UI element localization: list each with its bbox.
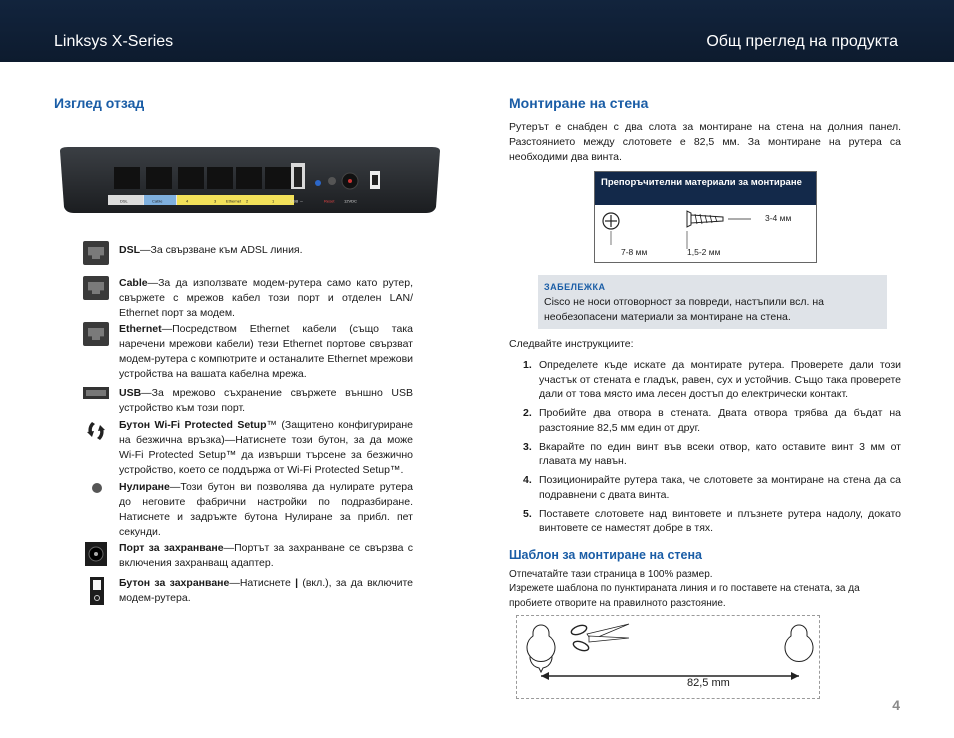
note-box: [538, 275, 887, 329]
dsl-description: —За свързване към ADSL линия.: [140, 244, 303, 256]
power-port-description: —Портът за захранване се свързва с включения захранващ адаптер.: [119, 542, 414, 569]
header-left-title: Linksys X-Series: [54, 33, 174, 50]
power-port-term: Порт за захранване: [119, 542, 224, 554]
template-print-instruction: Отпечатайте тази страница в 100% размер.: [509, 569, 713, 580]
router-label-usb: USB ⇔: [290, 198, 304, 204]
template-heading: Шаблон за монтиране на стена: [509, 548, 702, 562]
ethernet-port-icon: [83, 322, 109, 346]
router-rear-image: [56, 145, 444, 217]
ethernet-description: —Посредством Ethernet кабели (също така наречени мрежови кабели) тези Ethernet портове свързват модем-рутера с компютрите и останалите Ethernet мрежови устройства на вашата кабелна мрежа.: [119, 323, 414, 380]
steps-list: [509, 358, 901, 540]
router-label-port4: 4: [186, 198, 189, 204]
list-item: 2. Пробийте два отвора в стената. Двата отвора трябва да бъдат на разстояние 82,5 мм един от друг.: [523, 407, 901, 434]
dsl-term: DSL: [119, 244, 140, 256]
template-diagram: [517, 616, 819, 698]
wps-icon: [83, 418, 109, 444]
power-on-symbol: |: [295, 577, 299, 589]
power-button-term: Бутон за захранване: [119, 577, 230, 589]
usb-term: USB: [119, 387, 142, 399]
router-label-dsl: DSL: [120, 198, 128, 204]
wall-mount-intro: Рутерът е снабден с два слота за монтиране на стена на долния панел. Разстоянието между слотовете е 82,5 мм. За монтиране на рутера са необходими два винта.: [509, 121, 901, 163]
screw-diagram: [595, 205, 816, 262]
screw-head-dimension: 7-8 мм: [621, 247, 648, 257]
ethernet-port-icon: [83, 276, 109, 300]
reset-button-icon: [83, 480, 109, 496]
list-item: 4. Позиционирайте рутера така, че слотовете за монтиране на стена да са подравнени с двата винта.: [523, 474, 901, 501]
wps-term: Бутон Wi-Fi Protected Setup: [119, 419, 267, 431]
screw-shank-dimension: 1,5-2 мм: [687, 247, 721, 257]
router-label-reset: Reset: [324, 198, 335, 204]
template-cut-instruction: Изрежете шаблона по пунктираната линия и го поставете на стената, за да пробиете отворите на правилното разстояние.: [509, 583, 860, 609]
reset-description: —Този бутон ви позволява да нулирате рутера до неговите фабрични настройки по подразбиране. Натиснете и задръжте бутона Нулиране за прибл. пет секунди.: [119, 481, 413, 538]
wall-mount-heading: Монтиране на стена: [509, 95, 649, 111]
power-switch-icon: [83, 576, 109, 606]
usb-port-icon: [83, 386, 109, 400]
power-port-icon: [83, 541, 109, 567]
router-label-port3: 3: [214, 198, 217, 204]
router-label-cable: Cable: [152, 198, 163, 204]
ethernet-term: Ethernet: [119, 323, 162, 335]
router-label-port1: 1: [272, 198, 275, 204]
router-label-ethernet: Ethernet: [226, 198, 242, 204]
follow-instructions: Следвайте инструкциите:: [509, 338, 634, 350]
list-item: 3. Вкарайте по един винт във всеки отвор, като оставите винт 3 мм от главата му навън.: [523, 440, 901, 467]
list-item: 1. Определете къде искате да монтирате рутера. Проверете дали този участък от стената е гладък, равен, сух и устойчив. Също така проверете дали от това място има лесен достъп до електрически контакт.: [523, 359, 901, 400]
ethernet-port-icon: [83, 241, 109, 265]
router-label-port2: 2: [246, 198, 249, 204]
scissors-icon: [570, 624, 629, 653]
rear-view-heading: Изглед отзад: [54, 95, 145, 111]
materials-title: Препоръчителни материали за монтиране: [595, 172, 816, 205]
cable-term: Cable: [119, 277, 148, 289]
list-item: 5. Поставете слотовете над винтовете и плъзнете рутера надолу, докато винтовете се наместят добре в тях.: [523, 507, 901, 534]
mounting-template: [516, 615, 820, 699]
usb-description: —За мрежово съхранение свържете външно USB устройство към този порт.: [119, 387, 413, 414]
router-label-power: 12VDC: [344, 198, 357, 204]
mounting-materials-box: [594, 171, 817, 263]
header-right-title: Общ преглед на продукта: [706, 33, 898, 50]
page-number: 4: [892, 697, 900, 713]
cable-description: —За да използвате модем-рутера само като рутер, свържете с мрежов кабел този порт и отделен LAN/ Ethernet порт за модем.: [119, 277, 413, 319]
screw-length-dimension: 3-4 мм: [765, 213, 792, 223]
template-distance-label: 82,5 mm: [687, 677, 730, 689]
power-button-description-b: (вкл.), за да включите модем-рутера.: [119, 577, 413, 604]
note-label: ЗАБЕЛЕЖКА: [544, 282, 606, 292]
note-text: Cisco не носи отговорност за повреди, настъпили вс​л. на необезопасени материали за монтиране на стена.: [544, 296, 824, 323]
reset-term: Нулиране: [119, 481, 170, 493]
power-button-description-a: —Натиснете: [229, 577, 296, 589]
page-header: [0, 0, 954, 62]
wps-description: ™ (Защитено конфигуриране на безжична връзка)—Натиснете този бутон, за да може Wi-Fi Protected Setup™ да извърши търсене за безжично устройство, което се поддържа от Wi-Fi Protected Setup™.: [119, 419, 413, 476]
